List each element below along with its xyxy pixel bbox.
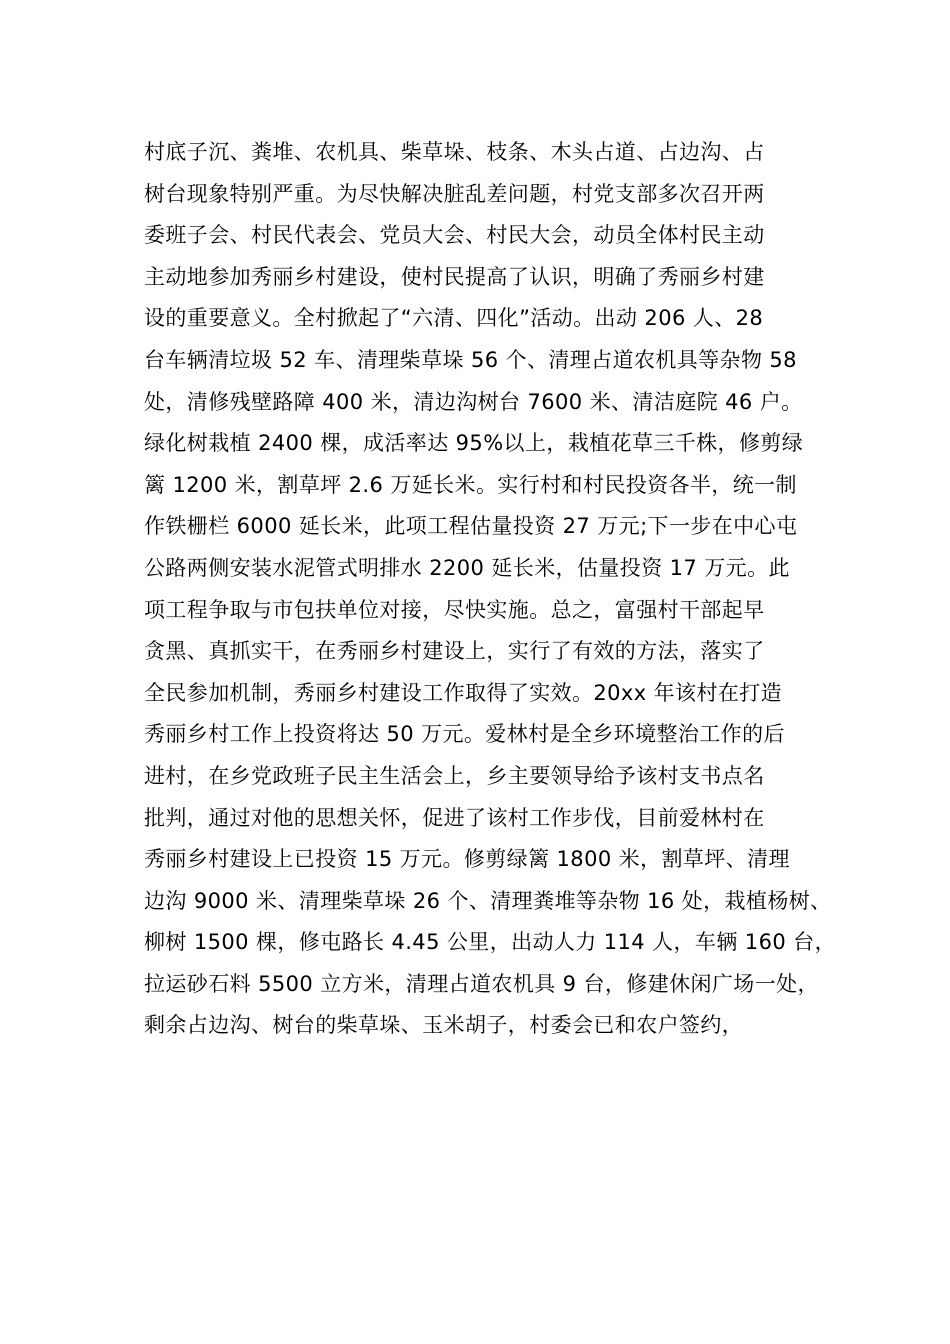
text-line-14: 全民参加机制，秀丽乡村建设工作取得了实效。20xx 年该村在打造 bbox=[144, 680, 783, 705]
text-line-11: 公路两侧安装水泥管式明排水 2200 延长米，估量投资 17 万元。此 bbox=[144, 555, 790, 580]
text-line-5: 设的重要意义。全村掀起了“六清、四化”活动。出动 206 人、28 bbox=[144, 306, 764, 331]
text-line-17: 批判，通过对他的思想关怀，促进了该村工作步伐，目前爱林村在 bbox=[144, 805, 765, 830]
text-line-15: 秀丽乡村工作上投资将达 50 万元。爱林村是全乡环境整治工作的后 bbox=[144, 722, 785, 747]
text-line-7: 处，清修残壁路障 400 米，清边沟树台 7600 米、清洁庭院 46 户。 bbox=[144, 389, 803, 414]
text-line-21: 拉运砂石料 5500 立方米，清理占道农机具 9 台，修建休闲广场一处， bbox=[144, 971, 819, 996]
text-line-12: 项工程争取与市包扶单位对接，尽快实施。总之，富强村干部起早 bbox=[144, 597, 765, 622]
text-line-19: 边沟 9000 米、清理柴草垛 26 个、清理粪堆等杂物 16 处，栽植杨树、 bbox=[144, 888, 832, 913]
body-text bbox=[144, 132, 836, 1047]
text-line-2: 树台现象特别严重。为尽快解决脏乱差问题，村党支部多次召开两 bbox=[144, 181, 765, 206]
text-line-16: 进村，在乡党政班子民主生活会上，乡主要领导给予该村支书点名 bbox=[144, 763, 765, 788]
text-line-18: 秀丽乡村建设上已投资 15 万元。修剪绿篱 1800 米，割草坪、清理 bbox=[144, 847, 790, 872]
text-line-4: 主动地参加秀丽乡村建设，使村民提高了认识，明确了秀丽乡村建 bbox=[144, 264, 765, 289]
text-line-6: 台车辆清垃圾 52 车、清理柴草垛 56 个、清理占道农机具等杂物 58 bbox=[144, 347, 797, 372]
text-line-13: 贪黑、真抓实干，在秀丽乡村建设上，实行了有效的方法，落实了 bbox=[144, 639, 765, 664]
text-line-3: 委班子会、村民代表会、党员大会、村民大会，动员全体村民主动 bbox=[144, 223, 765, 248]
text-line-9: 篱 1200 米，割草坪 2.6 万延长米。实行村和村民投资各半，统一制 bbox=[144, 472, 797, 497]
text-line-8: 绿化树栽植 2400 棵，成活率达 95%以上，栽植花草三千株，修剪绿 bbox=[144, 431, 804, 456]
text-line-22: 剩余占边沟、树台的柴草垛、玉米胡子，村委会已和农户签约， bbox=[144, 1013, 744, 1038]
text-line-1: 村底子沉、粪堆、农机具、柴草垛、枝条、木头占道、占边沟、占 bbox=[144, 140, 765, 164]
text-line-20: 柳树 1500 棵，修屯路长 4.45 公里，出动人力 114 人，车辆 160 台， bbox=[144, 930, 836, 955]
text-line-10: 作铁栅栏 6000 延长米，此项工程估量投资 27 万元;下一步在中心屯 bbox=[144, 514, 798, 539]
